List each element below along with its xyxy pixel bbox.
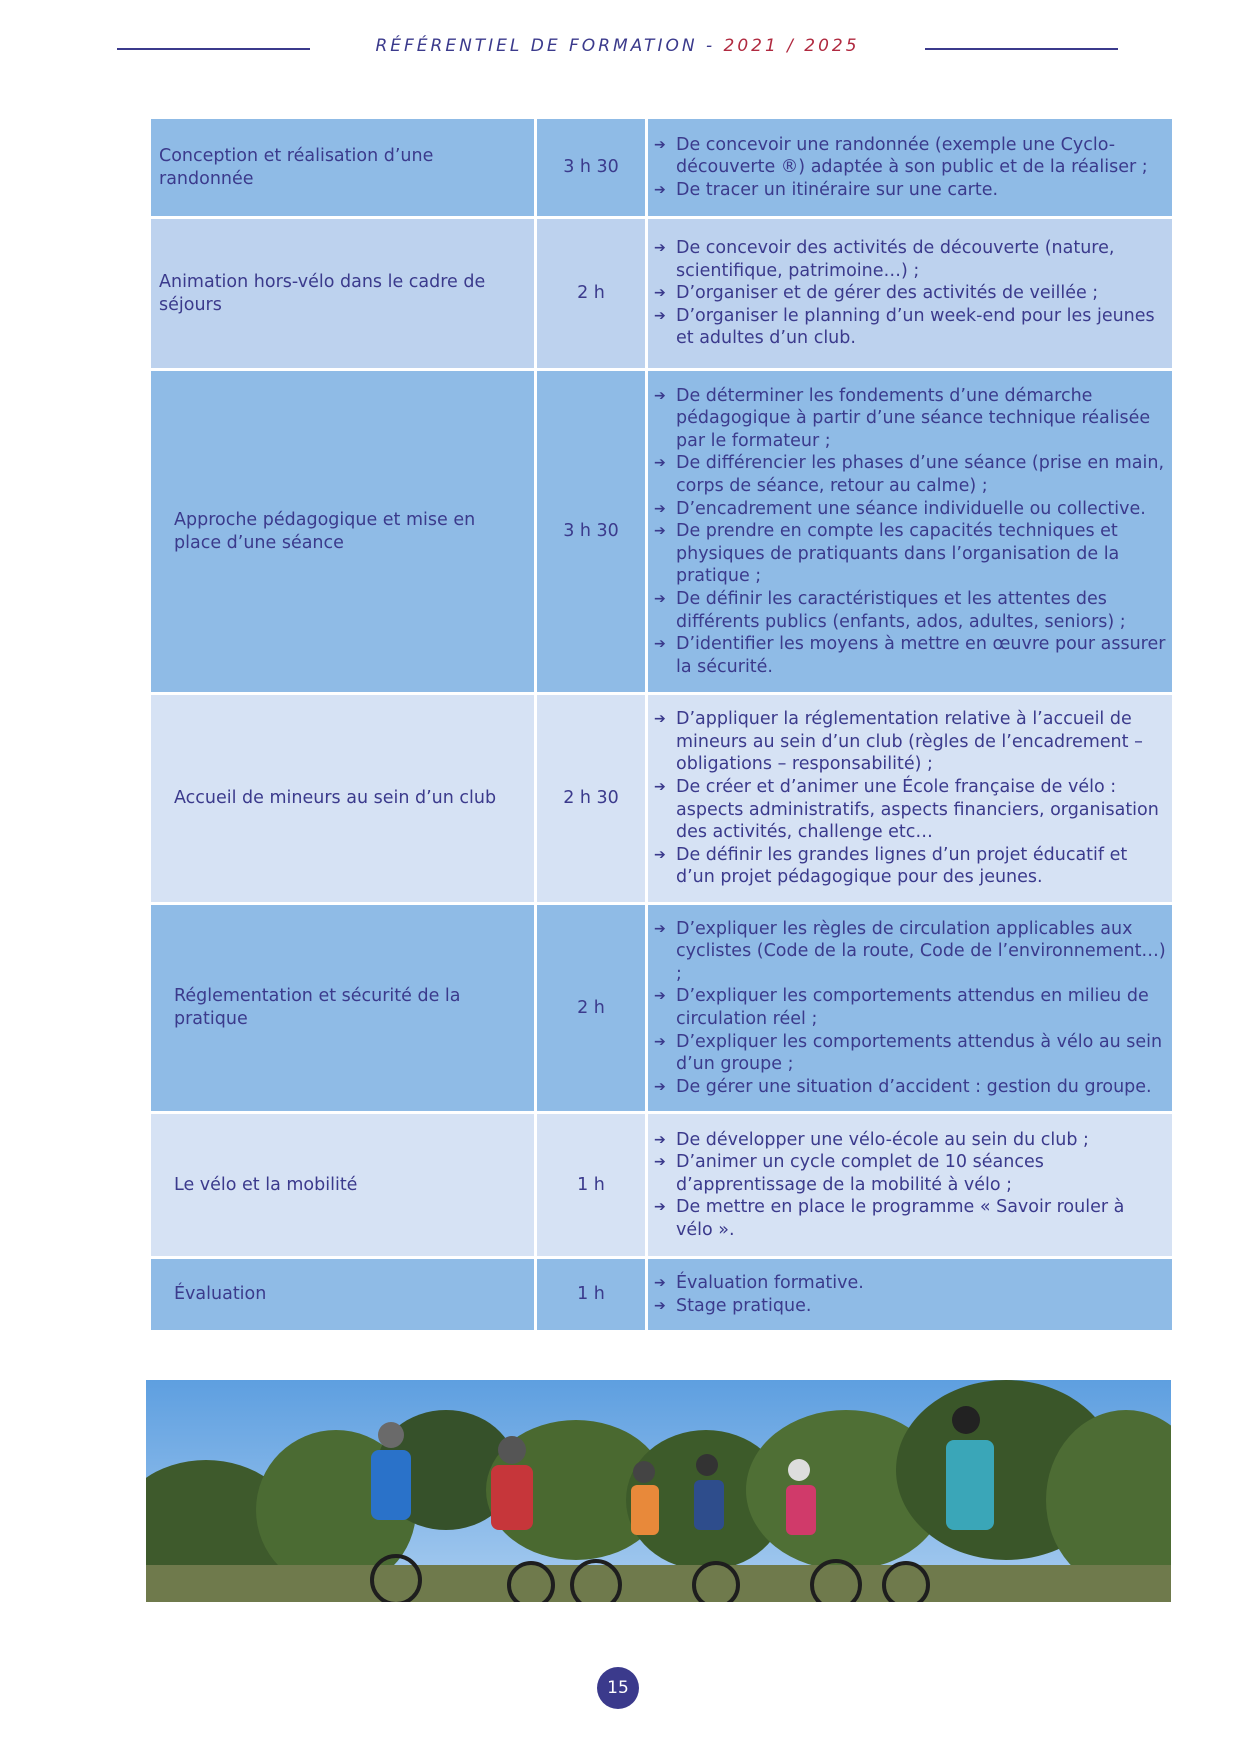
- objective-item: [654, 776, 1166, 844]
- objective-text: De déterminer les fondements d’une démarche pédagogique à partir d’une séance technique réalisée par le formateur ;: [676, 385, 1151, 451]
- objective-text: De prendre en compte les capacités techniques et physiques de pratiquants dans l’organisation de la pratique ;: [676, 521, 1120, 587]
- training-modules-table: [148, 116, 1175, 1333]
- page-header-title: [320, 36, 915, 56]
- objective-text: De différencier les phases d’une séance (prise en main, corps de séance, retour au calme) ;: [676, 453, 1165, 497]
- module-objectives: [647, 1258, 1174, 1332]
- objective-item: [654, 385, 1166, 453]
- objective-text: D’expliquer les comportements attendus en milieu de circulation réel ;: [676, 986, 1149, 1029]
- objective-item: [654, 1076, 1166, 1099]
- module-objectives: [647, 694, 1174, 904]
- objective-item: [654, 498, 1166, 521]
- objective-item: [654, 237, 1166, 282]
- module-name: Animation hors-vélo dans le cadre de séjours: [150, 218, 536, 370]
- arrow-right-icon: ➔: [654, 778, 666, 795]
- header-title-prefix: RÉFÉRENTIEL DE FORMATION -: [375, 36, 724, 56]
- objective-text: De mettre en place le programme « Savoir rouler à vélo ».: [676, 1197, 1125, 1240]
- objective-item: [654, 1272, 1166, 1295]
- arrow-right-icon: ➔: [654, 1033, 666, 1050]
- table-row: [150, 1113, 1174, 1258]
- arrow-right-icon: ➔: [654, 1199, 666, 1216]
- arrow-right-icon: ➔: [654, 846, 666, 863]
- objective-item: [654, 179, 1166, 202]
- objective-text: D’identifier les moyens à mettre en œuvre pour assurer la sécurité.: [676, 634, 1166, 677]
- objective-text: D’animer un cycle complet de 10 séances d’apprentissage de la mobilité à vélo ;: [676, 1152, 1044, 1195]
- objective-text: De concevoir une randonnée (exemple une Cyclo-découverte ®) adaptée à son public et de la réaliser ;: [676, 134, 1148, 178]
- module-duration: 3 h 30: [536, 370, 647, 694]
- objectives-list: [654, 385, 1166, 679]
- objective-text: D’organiser le planning d’un week-end pour les jeunes et adultes d’un club.: [676, 305, 1155, 349]
- module-name: Le vélo et la mobilité: [150, 1113, 536, 1258]
- objective-text: D’appliquer la réglementation relative à l’accueil de mineurs au sein d’un club (règles de l’encadrement – obligations – responsabilité) ;: [676, 709, 1143, 775]
- objective-item: [654, 844, 1166, 889]
- arrow-right-icon: ➔: [654, 387, 666, 404]
- objective-text: De créer et d’animer une École française de vélo : aspects administratifs, aspects financiers, organisation des activités, challenge etc…: [676, 776, 1159, 843]
- table-row: [150, 694, 1174, 904]
- objectives-list: [654, 134, 1166, 202]
- arrow-right-icon: ➔: [654, 590, 666, 607]
- objective-item: [654, 452, 1166, 497]
- objective-item: [654, 1129, 1166, 1152]
- arrow-right-icon: ➔: [654, 988, 666, 1005]
- objective-text: De définir les grandes lignes d’un projet éducatif et d’un projet pédagogique pour des jeunes.: [676, 844, 1128, 888]
- objective-item: [654, 985, 1166, 1030]
- objective-item: [654, 1031, 1166, 1076]
- objective-text: D’encadrement une séance individuelle ou collective.: [676, 498, 1146, 519]
- module-duration: 2 h: [536, 218, 647, 370]
- arrow-right-icon: ➔: [654, 455, 666, 472]
- objective-item: [654, 520, 1166, 588]
- objective-item: [654, 134, 1166, 179]
- arrow-right-icon: ➔: [654, 1274, 666, 1291]
- table-row: [150, 118, 1174, 218]
- header-years: 2021 / 2025: [723, 36, 860, 56]
- objective-text: Évaluation formative.: [676, 1272, 864, 1293]
- objective-text: D’expliquer les règles de circulation applicables aux cyclistes (Code de la route, Code de l’environnement…) ;: [676, 918, 1166, 984]
- objective-text: De définir les caractéristiques et les attentes des différents publics (enfants, ados, adultes, seniors) ;: [676, 588, 1126, 632]
- module-duration: 1 h: [536, 1113, 647, 1258]
- header-rule-right: [925, 48, 1118, 50]
- table-row: [150, 1258, 1174, 1332]
- objective-text: D’expliquer les comportements attendus à vélo au sein d’un groupe ;: [676, 1031, 1163, 1075]
- objective-text: De tracer un itinéraire sur une carte.: [676, 179, 999, 200]
- arrow-right-icon: ➔: [654, 240, 666, 257]
- module-objectives: [647, 904, 1174, 1113]
- arrow-right-icon: ➔: [654, 1154, 666, 1171]
- table-row: [150, 904, 1174, 1113]
- table-row: [150, 218, 1174, 370]
- module-duration: 2 h: [536, 904, 647, 1113]
- arrow-right-icon: ➔: [654, 285, 666, 302]
- objective-item: [654, 633, 1166, 678]
- objectives-list: [654, 1129, 1166, 1242]
- objective-item: [654, 1196, 1166, 1241]
- objectives-list: [654, 237, 1166, 350]
- module-objectives: [647, 218, 1174, 370]
- module-name: Approche pédagogique et mise en place d’une séance: [150, 370, 536, 694]
- objective-item: [654, 282, 1166, 305]
- table-row: [150, 370, 1174, 694]
- arrow-right-icon: ➔: [654, 307, 666, 324]
- module-objectives: [647, 370, 1174, 694]
- objective-text: Stage pratique.: [676, 1295, 812, 1316]
- objective-text: De gérer une situation d’accident : gestion du groupe.: [676, 1076, 1152, 1097]
- arrow-right-icon: ➔: [654, 181, 666, 198]
- arrow-right-icon: ➔: [654, 636, 666, 653]
- arrow-right-icon: ➔: [654, 920, 666, 937]
- module-name: Réglementation et sécurité de la pratique: [150, 904, 536, 1113]
- objective-item: [654, 918, 1166, 986]
- objective-item: [654, 1151, 1166, 1196]
- cyclists-photo: [146, 1380, 1171, 1602]
- arrow-right-icon: ➔: [654, 1297, 666, 1314]
- objective-item: [654, 1295, 1166, 1318]
- arrow-right-icon: ➔: [654, 523, 666, 540]
- arrow-right-icon: ➔: [654, 136, 666, 153]
- page-number: 15: [597, 1667, 639, 1709]
- objective-text: De développer une vélo-école au sein du club ;: [676, 1129, 1089, 1150]
- arrow-right-icon: ➔: [654, 500, 666, 517]
- module-name: Accueil de mineurs au sein d’un club: [150, 694, 536, 904]
- objective-item: [654, 305, 1166, 350]
- objectives-list: [654, 918, 1166, 1099]
- objectives-list: [654, 1272, 1166, 1317]
- arrow-right-icon: ➔: [654, 711, 666, 728]
- module-objectives: [647, 118, 1174, 218]
- module-duration: 3 h 30: [536, 118, 647, 218]
- objective-text: De concevoir des activités de découverte (nature, scientifique, patrimoine…) ;: [676, 238, 1115, 281]
- module-duration: 2 h 30: [536, 694, 647, 904]
- arrow-right-icon: ➔: [654, 1131, 666, 1148]
- objectives-list: [654, 708, 1166, 889]
- header-rule-left: [117, 48, 310, 50]
- objective-item: [654, 588, 1166, 633]
- module-name: Conception et réalisation d’une randonnée: [150, 118, 536, 218]
- objective-item: [654, 708, 1166, 776]
- module-duration: 1 h: [536, 1258, 647, 1332]
- objective-text: D’organiser et de gérer des activités de veillée ;: [676, 283, 1099, 304]
- module-name: Évaluation: [150, 1258, 536, 1332]
- module-objectives: [647, 1113, 1174, 1258]
- arrow-right-icon: ➔: [654, 1078, 666, 1095]
